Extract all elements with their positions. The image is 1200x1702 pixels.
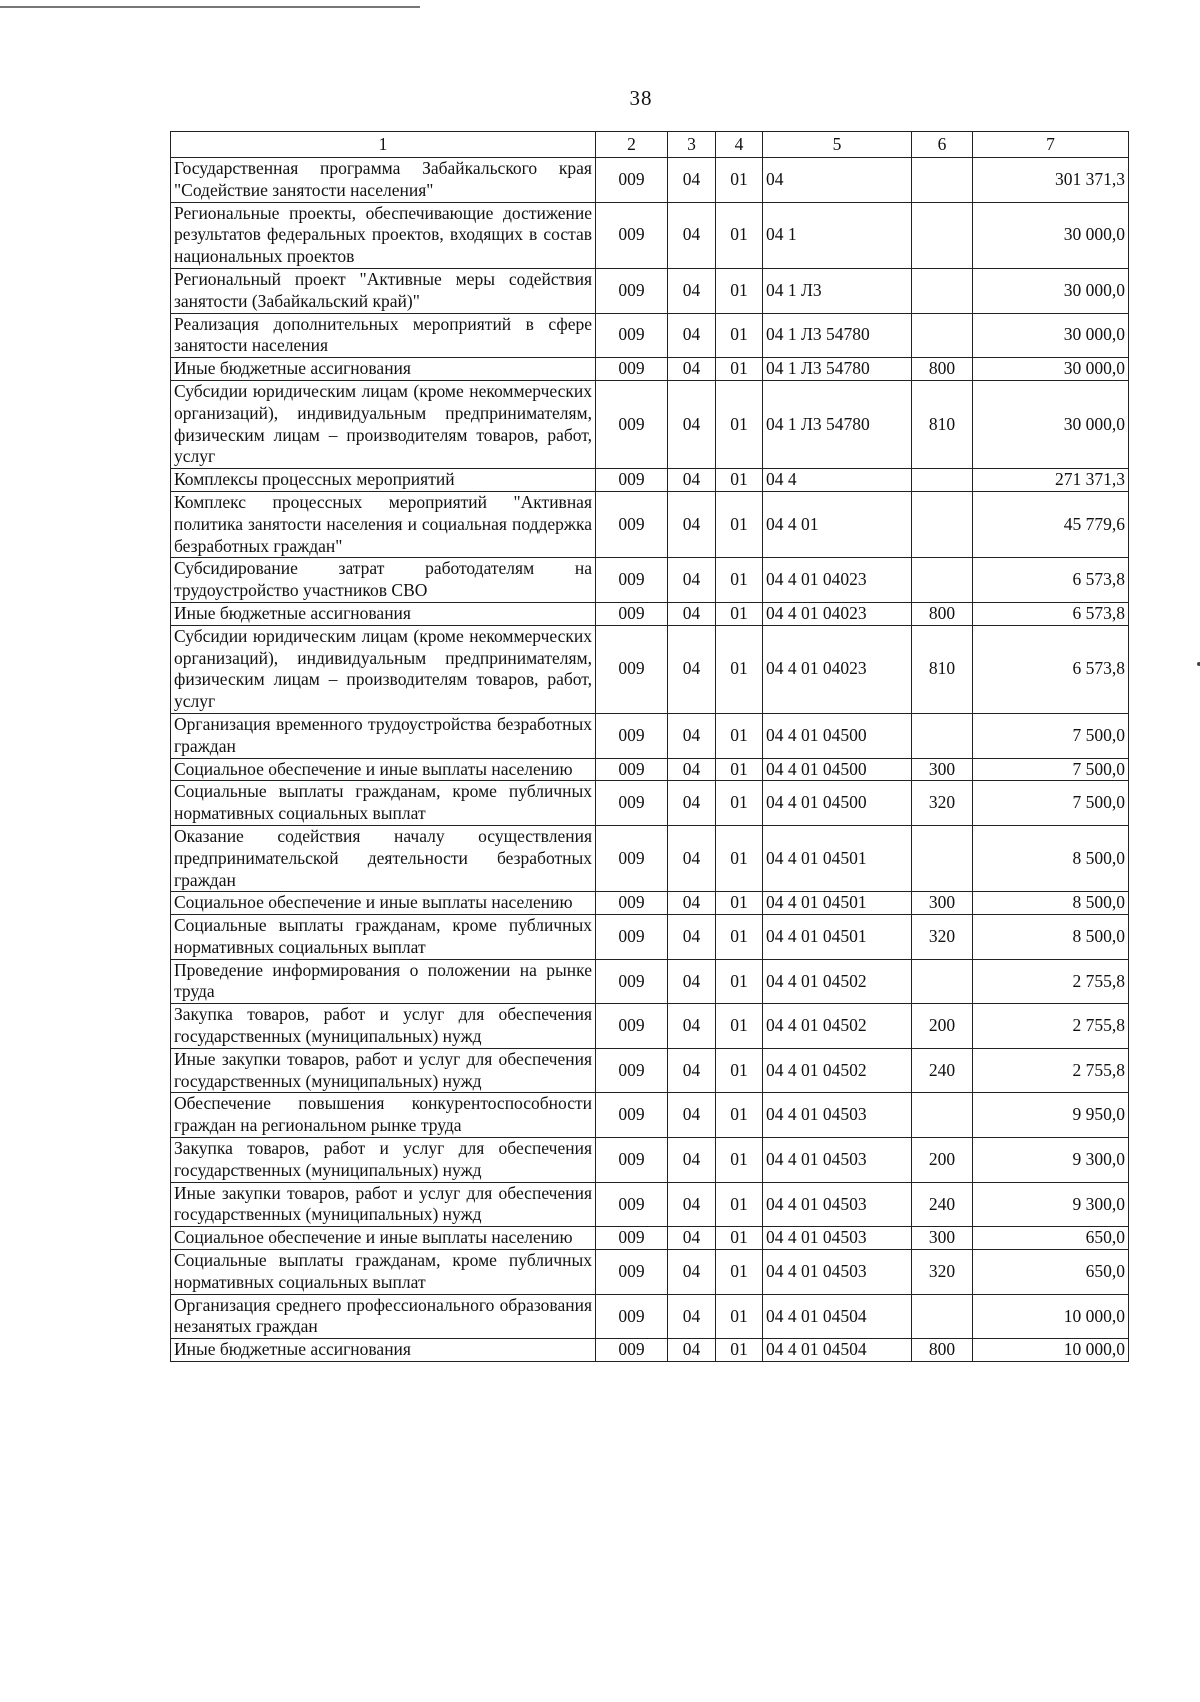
table-row bbox=[171, 825, 1129, 891]
row-name: Закупка товаров, работ и услуг для обеспечения государственных (муниципальных) нужд bbox=[171, 1004, 596, 1049]
row-name: Организация среднего профессионального образования незанятых граждан bbox=[171, 1294, 596, 1339]
row-amount: 30 000,0 bbox=[973, 380, 1129, 468]
row-code-5: 04 4 01 04504 bbox=[763, 1339, 912, 1362]
table-row bbox=[171, 358, 1129, 381]
row-code-3: 04 bbox=[668, 158, 716, 203]
row-code-4: 01 bbox=[716, 1138, 763, 1183]
row-code-2: 009 bbox=[596, 781, 668, 826]
row-code-2: 009 bbox=[596, 713, 668, 758]
row-code-6: 200 bbox=[912, 1004, 973, 1049]
table-row bbox=[171, 602, 1129, 625]
row-name: Иные бюджетные ассигнования bbox=[171, 602, 596, 625]
row-code-2: 009 bbox=[596, 959, 668, 1004]
row-code-3: 04 bbox=[668, 825, 716, 891]
row-name: Региональные проекты, обеспечивающие достижение результатов федеральных проектов, входящих в состав национальных проектов bbox=[171, 202, 596, 268]
row-amount: 6 573,8 bbox=[973, 602, 1129, 625]
row-code-4: 01 bbox=[716, 558, 763, 603]
row-code-6: 300 bbox=[912, 892, 973, 915]
row-code-6: 810 bbox=[912, 625, 973, 713]
row-name: Комплексы процессных мероприятий bbox=[171, 469, 596, 492]
row-code-4: 01 bbox=[716, 469, 763, 492]
row-code-2: 009 bbox=[596, 1227, 668, 1250]
row-name: Субсидии юридическим лицам (кроме некоммерческих организаций), индивидуальным предпринимателям, физическим лицам – производителям товаров, работ, услуг bbox=[171, 625, 596, 713]
row-code-6: 240 bbox=[912, 1182, 973, 1227]
table-row bbox=[171, 1339, 1129, 1362]
row-name: Социальные выплаты гражданам, кроме публичных нормативных социальных выплат bbox=[171, 1250, 596, 1295]
row-code-4: 01 bbox=[716, 380, 763, 468]
header-col-3: 3 bbox=[668, 132, 716, 158]
row-code-3: 04 bbox=[668, 1182, 716, 1227]
row-name: Иные бюджетные ассигнования bbox=[171, 358, 596, 381]
row-code-5: 04 1 bbox=[763, 202, 912, 268]
row-amount: 8 500,0 bbox=[973, 825, 1129, 891]
table-row bbox=[171, 1004, 1129, 1049]
row-code-3: 04 bbox=[668, 491, 716, 557]
row-code-5: 04 4 01 bbox=[763, 491, 912, 557]
row-name: Социальное обеспечение и иные выплаты населению bbox=[171, 758, 596, 781]
row-code-3: 04 bbox=[668, 1339, 716, 1362]
row-code-4: 01 bbox=[716, 1093, 763, 1138]
row-code-5: 04 bbox=[763, 158, 912, 203]
row-code-4: 01 bbox=[716, 602, 763, 625]
header-col-5: 5 bbox=[763, 132, 912, 158]
row-amount: 30 000,0 bbox=[973, 313, 1129, 358]
row-code-3: 04 bbox=[668, 915, 716, 960]
table-row bbox=[171, 781, 1129, 826]
row-code-5: 04 4 01 04503 bbox=[763, 1093, 912, 1138]
row-code-4: 01 bbox=[716, 202, 763, 268]
row-amount: 2 755,8 bbox=[973, 1004, 1129, 1049]
row-code-5: 04 1 Л3 bbox=[763, 268, 912, 313]
row-code-5: 04 4 01 04502 bbox=[763, 959, 912, 1004]
table-row bbox=[171, 469, 1129, 492]
table-row bbox=[171, 1093, 1129, 1138]
table-row bbox=[171, 625, 1129, 713]
row-name: Региональный проект "Активные меры содействия занятости (Забайкальский край)" bbox=[171, 268, 596, 313]
row-amount: 10 000,0 bbox=[973, 1294, 1129, 1339]
row-code-4: 01 bbox=[716, 491, 763, 557]
row-code-6 bbox=[912, 202, 973, 268]
row-code-5: 04 4 01 04500 bbox=[763, 758, 912, 781]
row-code-3: 04 bbox=[668, 380, 716, 468]
row-name: Социальные выплаты гражданам, кроме публичных нормативных социальных выплат bbox=[171, 781, 596, 826]
row-code-5: 04 4 01 04501 bbox=[763, 825, 912, 891]
row-name: Иные закупки товаров, работ и услуг для обеспечения государственных (муниципальных) нужд bbox=[171, 1048, 596, 1093]
row-code-2: 009 bbox=[596, 1339, 668, 1362]
row-code-4: 01 bbox=[716, 1250, 763, 1295]
table-body bbox=[171, 158, 1129, 1362]
row-amount: 650,0 bbox=[973, 1250, 1129, 1295]
row-code-6: 300 bbox=[912, 1227, 973, 1250]
row-name: Социальное обеспечение и иные выплаты населению bbox=[171, 892, 596, 915]
row-code-2: 009 bbox=[596, 558, 668, 603]
row-amount: 9 300,0 bbox=[973, 1182, 1129, 1227]
row-name: Субсидии юридическим лицам (кроме некоммерческих организаций), индивидуальным предпринимателям, физическим лицам – производителям товаров, работ, услуг bbox=[171, 380, 596, 468]
row-code-4: 01 bbox=[716, 781, 763, 826]
row-name: Реализация дополнительных мероприятий в сфере занятости населения bbox=[171, 313, 596, 358]
row-code-3: 04 bbox=[668, 758, 716, 781]
row-code-6: 300 bbox=[912, 758, 973, 781]
row-code-5: 04 4 01 04503 bbox=[763, 1182, 912, 1227]
row-code-5: 04 1 Л3 54780 bbox=[763, 358, 912, 381]
row-name: Иные бюджетные ассигнования bbox=[171, 1339, 596, 1362]
row-code-6 bbox=[912, 268, 973, 313]
row-amount: 271 371,3 bbox=[973, 469, 1129, 492]
row-code-2: 009 bbox=[596, 892, 668, 915]
header-col-7: 7 bbox=[973, 132, 1129, 158]
row-amount: 30 000,0 bbox=[973, 358, 1129, 381]
row-code-4: 01 bbox=[716, 1227, 763, 1250]
row-code-5: 04 4 01 04501 bbox=[763, 915, 912, 960]
row-code-6 bbox=[912, 558, 973, 603]
row-code-2: 009 bbox=[596, 1048, 668, 1093]
row-amount: 2 755,8 bbox=[973, 959, 1129, 1004]
row-code-2: 009 bbox=[596, 915, 668, 960]
row-code-5: 04 1 Л3 54780 bbox=[763, 313, 912, 358]
row-code-6 bbox=[912, 158, 973, 203]
row-code-6: 800 bbox=[912, 358, 973, 381]
row-code-2: 009 bbox=[596, 1138, 668, 1183]
row-code-3: 04 bbox=[668, 358, 716, 381]
row-code-4: 01 bbox=[716, 825, 763, 891]
table-row bbox=[171, 713, 1129, 758]
header-col-6: 6 bbox=[912, 132, 973, 158]
row-code-2: 009 bbox=[596, 268, 668, 313]
row-name: Иные закупки товаров, работ и услуг для обеспечения государственных (муниципальных) нужд bbox=[171, 1182, 596, 1227]
row-code-2: 009 bbox=[596, 491, 668, 557]
row-code-3: 04 bbox=[668, 892, 716, 915]
row-code-4: 01 bbox=[716, 625, 763, 713]
table-row bbox=[171, 202, 1129, 268]
row-code-2: 009 bbox=[596, 469, 668, 492]
table-row bbox=[171, 1250, 1129, 1295]
row-code-6: 200 bbox=[912, 1138, 973, 1183]
row-amount: 30 000,0 bbox=[973, 202, 1129, 268]
row-code-3: 04 bbox=[668, 1093, 716, 1138]
row-code-5: 04 4 01 04023 bbox=[763, 625, 912, 713]
row-code-3: 04 bbox=[668, 602, 716, 625]
header-col-1: 1 bbox=[171, 132, 596, 158]
row-name: Государственная программа Забайкальского края "Содействие занятости населения" bbox=[171, 158, 596, 203]
row-code-2: 009 bbox=[596, 825, 668, 891]
row-code-6: 810 bbox=[912, 380, 973, 468]
header-col-2: 2 bbox=[596, 132, 668, 158]
table-row bbox=[171, 491, 1129, 557]
table-row bbox=[171, 268, 1129, 313]
row-code-3: 04 bbox=[668, 1227, 716, 1250]
table-row bbox=[171, 1138, 1129, 1183]
row-amount: 6 573,8 bbox=[973, 625, 1129, 713]
row-amount: 301 371,3 bbox=[973, 158, 1129, 203]
row-code-3: 04 bbox=[668, 558, 716, 603]
row-code-2: 009 bbox=[596, 158, 668, 203]
row-code-3: 04 bbox=[668, 202, 716, 268]
table-row bbox=[171, 1294, 1129, 1339]
row-code-2: 009 bbox=[596, 758, 668, 781]
row-code-2: 009 bbox=[596, 313, 668, 358]
row-code-6 bbox=[912, 491, 973, 557]
row-code-5: 04 1 Л3 54780 bbox=[763, 380, 912, 468]
row-code-3: 04 bbox=[668, 1138, 716, 1183]
row-code-6: 320 bbox=[912, 915, 973, 960]
row-amount: 650,0 bbox=[973, 1227, 1129, 1250]
row-code-6 bbox=[912, 959, 973, 1004]
row-name: Социальное обеспечение и иные выплаты населению bbox=[171, 1227, 596, 1250]
table-row bbox=[171, 758, 1129, 781]
row-code-5: 04 4 01 04500 bbox=[763, 713, 912, 758]
row-name: Комплекс процессных мероприятий "Активная политика занятости населения и социальная поддержка безработных граждан" bbox=[171, 491, 596, 557]
table-row bbox=[171, 558, 1129, 603]
row-name: Обеспечение повышения конкурентоспособности граждан на региональном рынке труда bbox=[171, 1093, 596, 1138]
row-code-2: 009 bbox=[596, 1294, 668, 1339]
row-code-4: 01 bbox=[716, 313, 763, 358]
row-code-4: 01 bbox=[716, 1294, 763, 1339]
top-rule bbox=[0, 6, 420, 8]
table-row bbox=[171, 915, 1129, 960]
row-code-2: 009 bbox=[596, 1093, 668, 1138]
row-code-4: 01 bbox=[716, 892, 763, 915]
row-code-5: 04 4 01 04503 bbox=[763, 1227, 912, 1250]
row-code-6 bbox=[912, 469, 973, 492]
table-row bbox=[171, 1182, 1129, 1227]
header-col-4: 4 bbox=[716, 132, 763, 158]
row-code-5: 04 4 01 04503 bbox=[763, 1250, 912, 1295]
row-code-3: 04 bbox=[668, 713, 716, 758]
row-code-5: 04 4 01 04502 bbox=[763, 1004, 912, 1049]
table-row bbox=[171, 959, 1129, 1004]
row-code-4: 01 bbox=[716, 713, 763, 758]
row-code-4: 01 bbox=[716, 158, 763, 203]
row-name: Субсидирование затрат работодателям на трудоустройство участников СВО bbox=[171, 558, 596, 603]
row-amount: 10 000,0 bbox=[973, 1339, 1129, 1362]
row-code-6: 320 bbox=[912, 781, 973, 826]
row-code-5: 04 4 01 04023 bbox=[763, 558, 912, 603]
row-code-6: 800 bbox=[912, 1339, 973, 1362]
row-name: Закупка товаров, работ и услуг для обеспечения государственных (муниципальных) нужд bbox=[171, 1138, 596, 1183]
row-amount: 30 000,0 bbox=[973, 268, 1129, 313]
row-name: Организация временного трудоустройства безработных граждан bbox=[171, 713, 596, 758]
row-code-3: 04 bbox=[668, 1250, 716, 1295]
row-code-5: 04 4 01 04501 bbox=[763, 892, 912, 915]
row-code-6 bbox=[912, 1093, 973, 1138]
row-code-3: 04 bbox=[668, 959, 716, 1004]
row-code-6 bbox=[912, 1294, 973, 1339]
row-code-2: 009 bbox=[596, 358, 668, 381]
row-amount: 7 500,0 bbox=[973, 781, 1129, 826]
row-code-4: 01 bbox=[716, 1339, 763, 1362]
row-name: Оказание содействия началу осуществления предпринимательской деятельности безработных граждан bbox=[171, 825, 596, 891]
row-code-3: 04 bbox=[668, 781, 716, 826]
table-row bbox=[171, 1048, 1129, 1093]
row-code-4: 01 bbox=[716, 758, 763, 781]
table-row bbox=[171, 158, 1129, 203]
row-amount: 6 573,8 bbox=[973, 558, 1129, 603]
row-code-5: 04 4 01 04502 bbox=[763, 1048, 912, 1093]
row-code-2: 009 bbox=[596, 602, 668, 625]
row-name: Социальные выплаты гражданам, кроме публичных нормативных социальных выплат bbox=[171, 915, 596, 960]
row-amount: 45 779,6 bbox=[973, 491, 1129, 557]
row-code-4: 01 bbox=[716, 1048, 763, 1093]
row-amount: 2 755,8 bbox=[973, 1048, 1129, 1093]
row-code-3: 04 bbox=[668, 1294, 716, 1339]
row-code-6 bbox=[912, 713, 973, 758]
row-code-2: 009 bbox=[596, 202, 668, 268]
row-code-6 bbox=[912, 825, 973, 891]
row-code-5: 04 4 01 04500 bbox=[763, 781, 912, 826]
budget-table bbox=[170, 131, 1129, 1362]
row-amount: 9 300,0 bbox=[973, 1138, 1129, 1183]
row-code-2: 009 bbox=[596, 1004, 668, 1049]
row-amount: 7 500,0 bbox=[973, 713, 1129, 758]
page-number: 38 bbox=[629, 86, 653, 110]
row-code-3: 04 bbox=[668, 1048, 716, 1093]
row-code-5: 04 4 01 04504 bbox=[763, 1294, 912, 1339]
row-code-6: 800 bbox=[912, 602, 973, 625]
table-row bbox=[171, 313, 1129, 358]
table-row bbox=[171, 892, 1129, 915]
row-code-4: 01 bbox=[716, 915, 763, 960]
row-name: Проведение информирования о положении на рынке труда bbox=[171, 959, 596, 1004]
row-amount: 7 500,0 bbox=[973, 758, 1129, 781]
row-code-5: 04 4 01 04503 bbox=[763, 1138, 912, 1183]
row-code-2: 009 bbox=[596, 1250, 668, 1295]
row-code-3: 04 bbox=[668, 1004, 716, 1049]
row-amount: 8 500,0 bbox=[973, 915, 1129, 960]
row-code-3: 04 bbox=[668, 469, 716, 492]
table-row bbox=[171, 380, 1129, 468]
row-code-5: 04 4 bbox=[763, 469, 912, 492]
row-amount: 8 500,0 bbox=[973, 892, 1129, 915]
row-code-3: 04 bbox=[668, 313, 716, 358]
table-row bbox=[171, 1227, 1129, 1250]
row-code-4: 01 bbox=[716, 358, 763, 381]
row-code-2: 009 bbox=[596, 625, 668, 713]
row-amount: 9 950,0 bbox=[973, 1093, 1129, 1138]
row-code-4: 01 bbox=[716, 959, 763, 1004]
row-code-6 bbox=[912, 313, 973, 358]
row-code-6: 240 bbox=[912, 1048, 973, 1093]
row-code-4: 01 bbox=[716, 1182, 763, 1227]
row-code-4: 01 bbox=[716, 1004, 763, 1049]
row-code-5: 04 4 01 04023 bbox=[763, 602, 912, 625]
row-code-3: 04 bbox=[668, 268, 716, 313]
row-code-2: 009 bbox=[596, 380, 668, 468]
header-row bbox=[171, 132, 1129, 158]
row-code-6: 320 bbox=[912, 1250, 973, 1295]
row-code-4: 01 bbox=[716, 268, 763, 313]
row-code-3: 04 bbox=[668, 625, 716, 713]
row-code-2: 009 bbox=[596, 1182, 668, 1227]
